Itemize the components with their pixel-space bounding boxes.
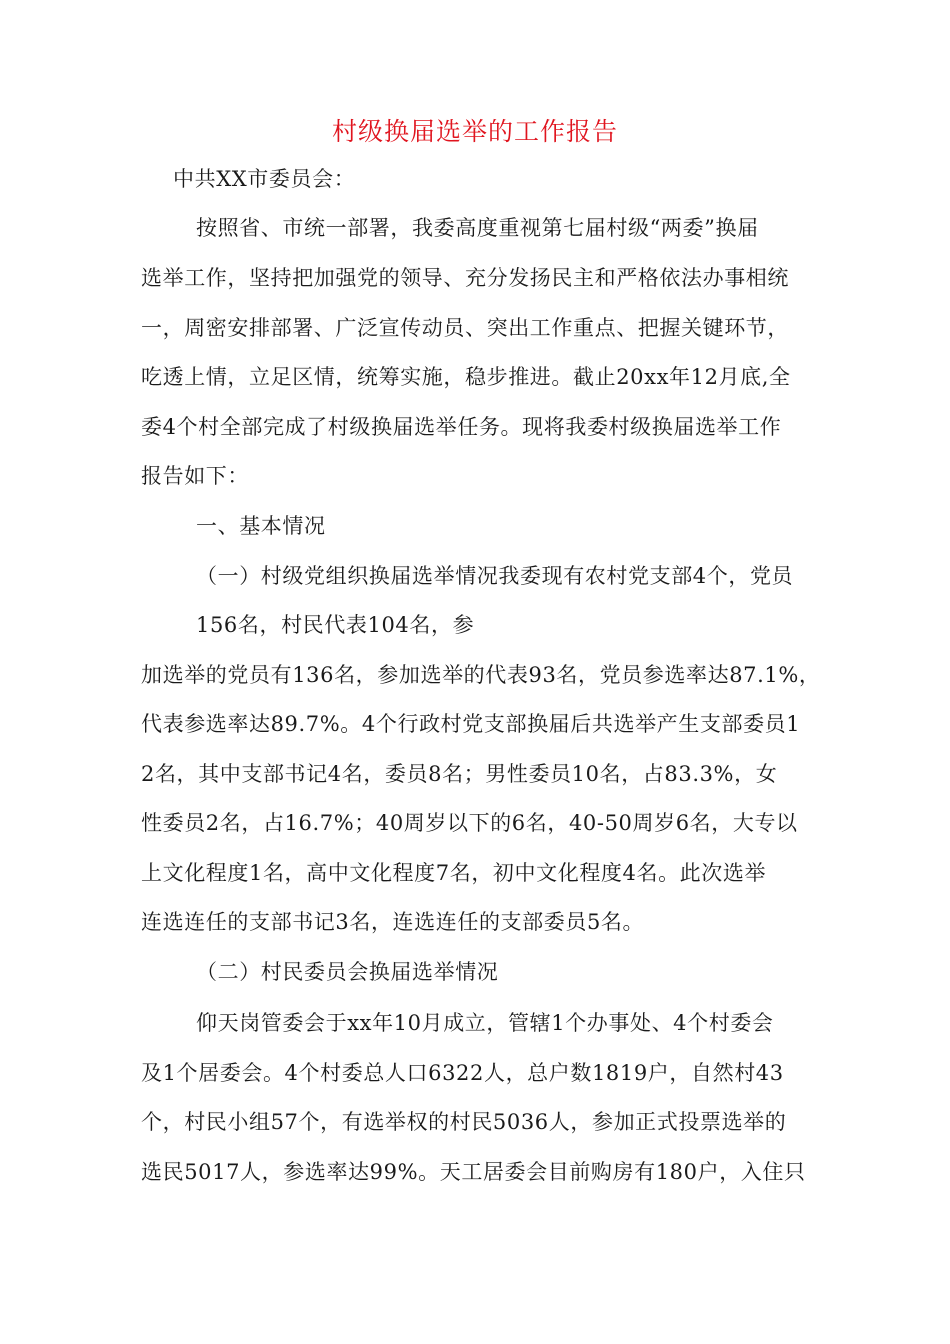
paragraph-line: 上文化程度1名，高中文化程度7名，初中文化程度4名。此次选举 bbox=[141, 861, 767, 885]
section-heading: 一、基本情况 bbox=[196, 514, 326, 538]
document-title: 村级换届选举的工作报告 bbox=[331, 117, 618, 146]
paragraph-line: 个，村民小组57个，有选举权的村民5036人，参加正式投票选举的 bbox=[141, 1110, 787, 1134]
salutation: 中共XX市委员会： bbox=[173, 167, 356, 191]
paragraph-line: 一，周密安排部署、广泛宣传动员、突出工作重点、把握关键环节， bbox=[141, 316, 789, 340]
paragraph-line: 连选连任的支部书记3名，连选连任的支部委员5名。 bbox=[141, 910, 645, 934]
paragraph-line: 156名，村民代表104名，参 bbox=[196, 613, 475, 637]
paragraph-line: 加选举的党员有136名，参加选举的代表93名，党员参选率达87.1%， bbox=[141, 663, 821, 687]
subsection-heading: （一）村级党组织换届选举情况我委现有农村党支部4个，党员 bbox=[196, 564, 794, 588]
paragraph-line: 仰天岗管委会于xx年10月成立，管辖1个办事处、4个村委会 bbox=[196, 1011, 774, 1035]
paragraph-line: 2名，其中支部书记4名，委员8名；男性委员10名，占83.3%，女 bbox=[141, 762, 778, 786]
subsection-heading: （二）村民委员会换届选举情况 bbox=[196, 960, 499, 984]
paragraph-line: 报告如下： bbox=[141, 464, 249, 488]
paragraph-line: 及1个居委会。4个村委总人口6322人，总户数1819户，自然村43 bbox=[141, 1061, 784, 1085]
paragraph-line: 代表参选率达89.7%。4个行政村党支部换届后共选举产生支部委员1 bbox=[141, 712, 801, 736]
paragraph-line: 选举工作，坚持把加强党的领导、充分发扬民主和严格依法办事相统 bbox=[141, 266, 789, 290]
paragraph-line: 选民5017人，参选率达99%。天工居委会目前购房有180户，入住只 bbox=[141, 1160, 806, 1184]
paragraph-line: 按照省、市统一部署，我委高度重视第七届村级“两委”换届 bbox=[196, 216, 759, 240]
paragraph-line: 性委员2名，占16.7%；40周岁以下的6名，40-50周岁6名，大专以 bbox=[141, 811, 798, 835]
paragraph-line: 委4个村全部完成了村级换届选举任务。现将我委村级换届选举工作 bbox=[141, 415, 782, 439]
paragraph-line: 吃透上情，立足区情，统筹实施，稳步推进。截止20xx年12月底,全 bbox=[141, 365, 791, 389]
